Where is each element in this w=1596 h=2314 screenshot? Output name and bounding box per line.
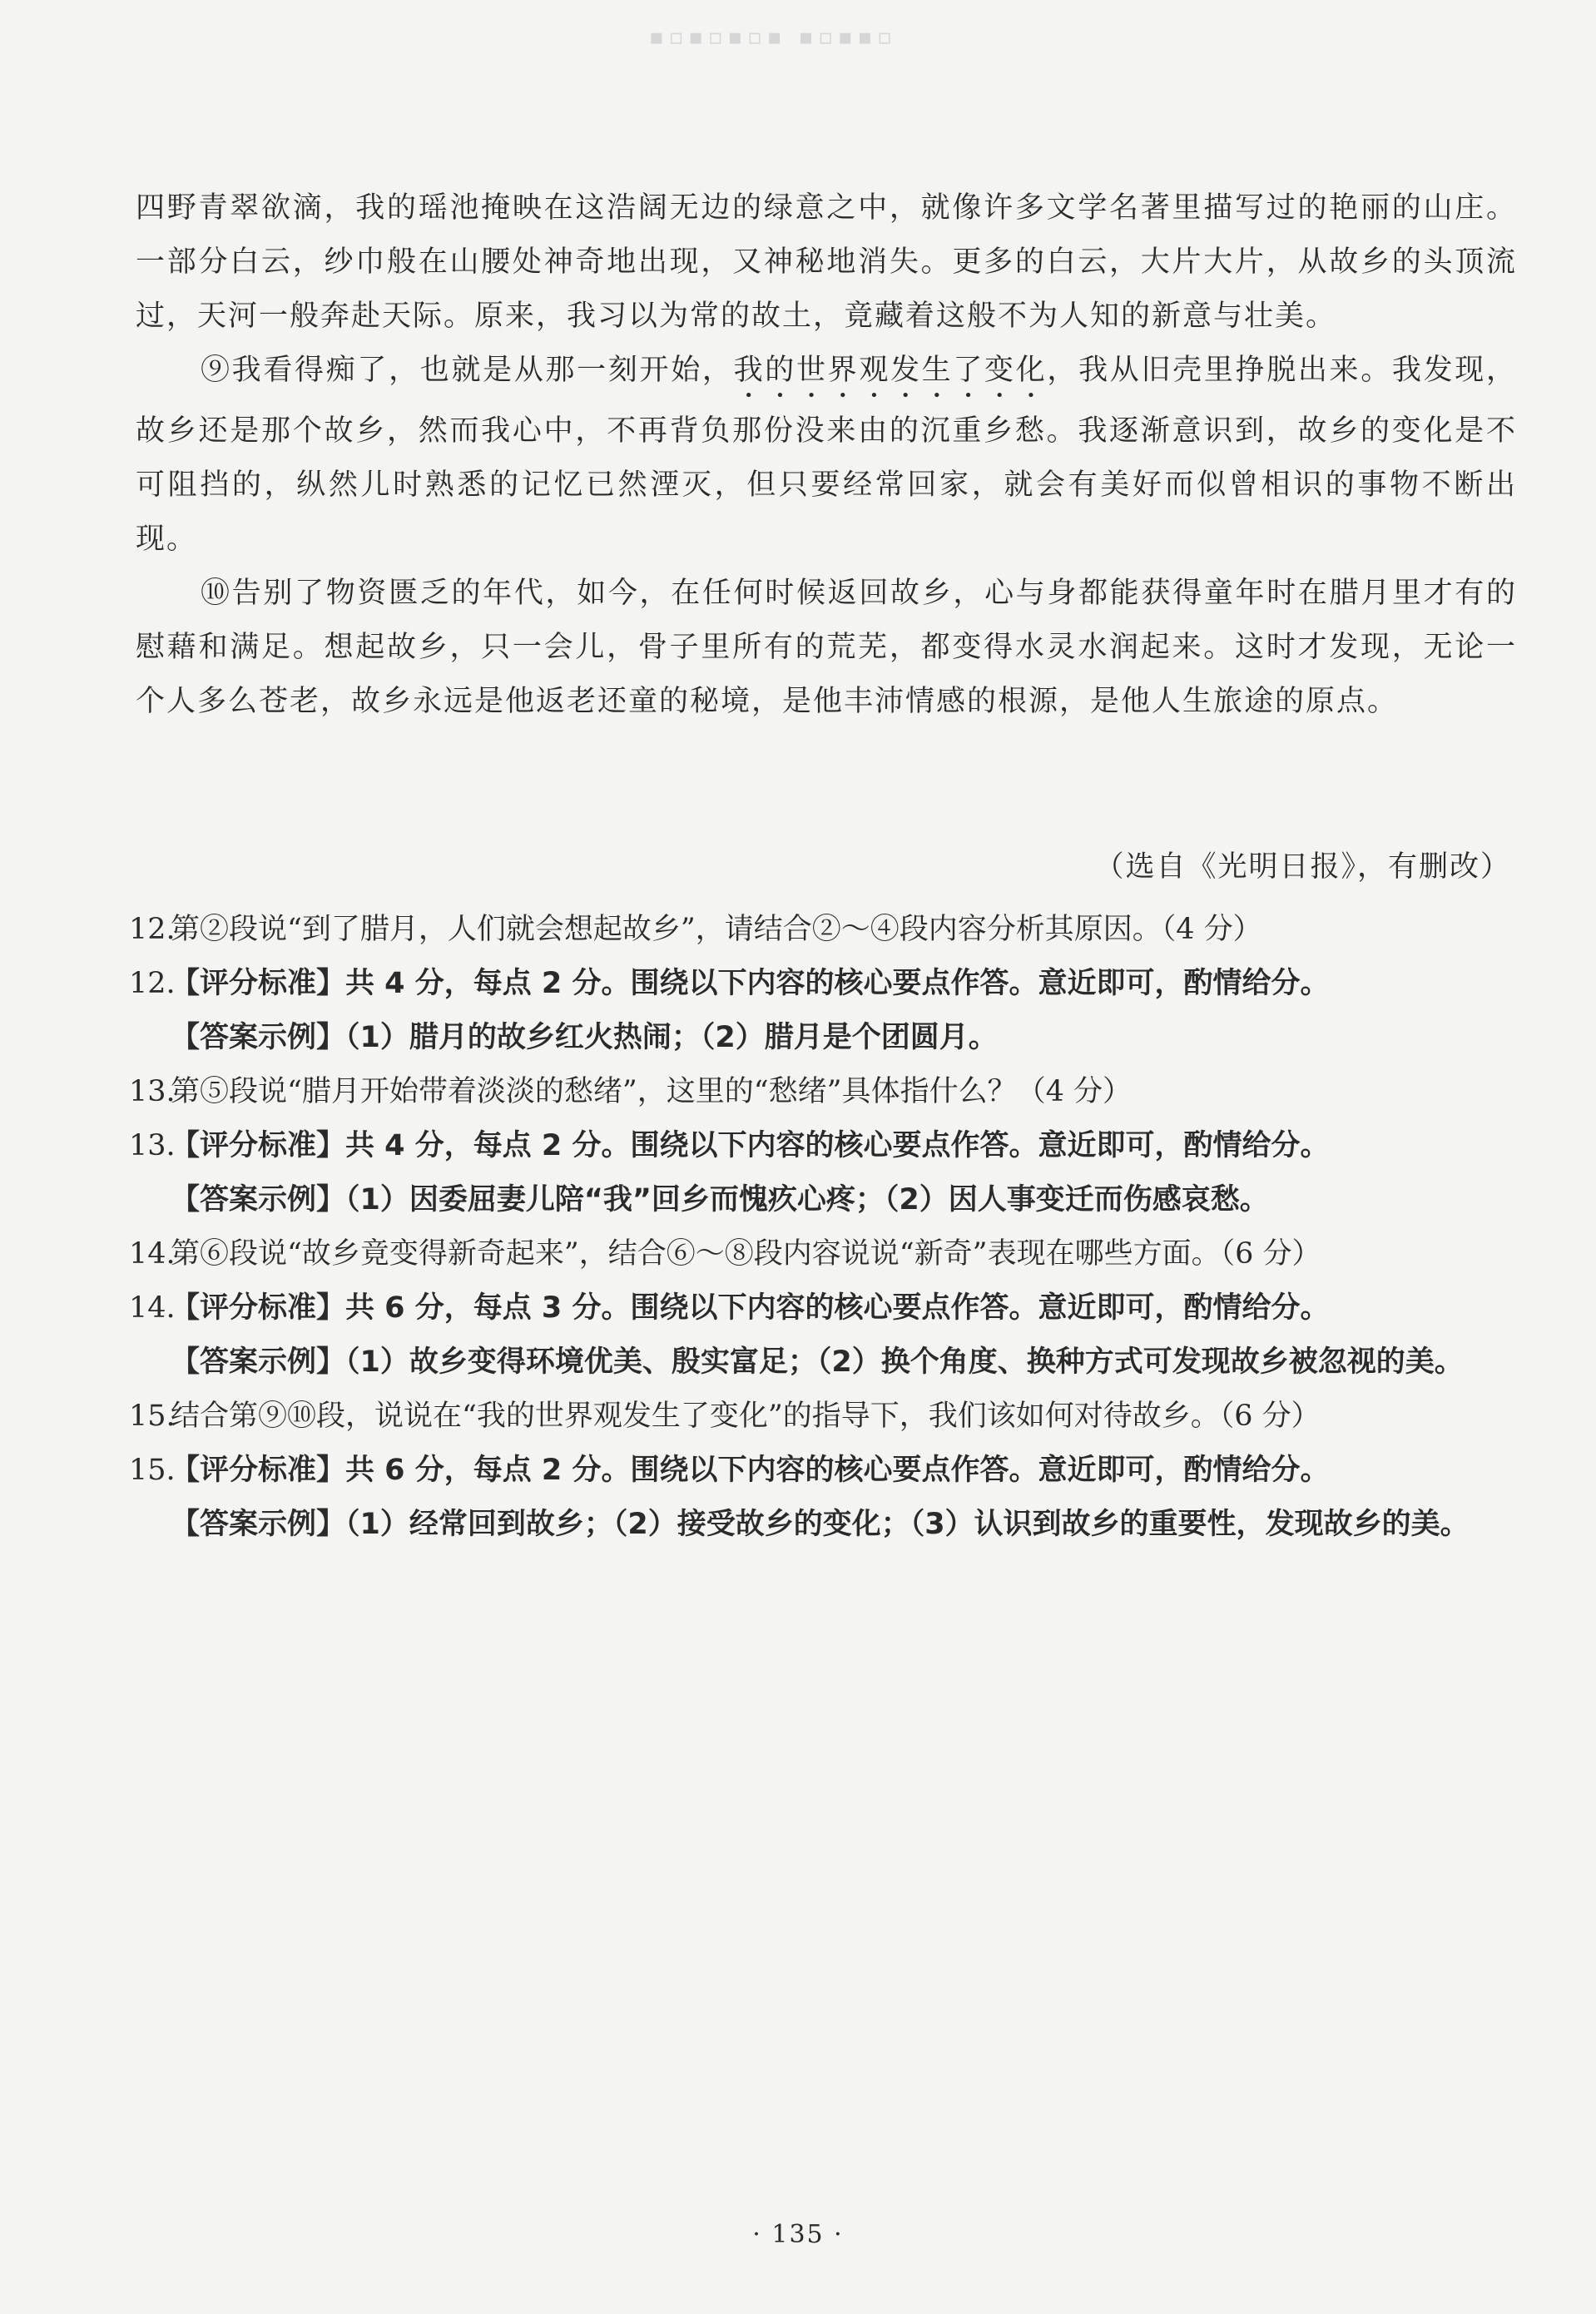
criteria-13-number: 13. [129,1129,176,1162]
question-15-number: 15. [129,1400,176,1433]
paragraph-9-part-2: ，我从旧壳里挣脱出来。我发现，故乡还是那个故乡，然而我心中，不再背负那份没来由的沉重乡愁。我逐渐意识到，故乡的变化是不可阻挡的，纵然儿时熟悉的记忆已然湮灭，但只要经常回家，就会有美好而似曾相识的事物不断出现。 [136,354,1517,556]
question-14-text: 第⑥段说“故乡竟变得新奇起来”，结合⑥～⑧段内容说说“新奇”表现在哪些方面。（6 分） [171,1237,1321,1271]
answer-13: 【答案示例】（1）因委屈妻儿陪“我”回乡而愧疚心疼；（2）因人事变迁而伤感哀愁。 [171,1183,1269,1216]
questions-and-answers [129,903,1527,1552]
criteria-13-text: 【评分标准】共 4 分，每点 2 分。围绕以下内容的核心要点作答。意近即可，酌情给分。 [171,1129,1330,1162]
faint-header-bleedthrough: ▪▫▪▫▪▫▪ ▪▫▪▪▫ [649,25,897,50]
criteria-15-number: 15. [129,1454,176,1487]
criteria-14-text: 【评分标准】共 6 分，每点 3 分。围绕以下内容的核心要点作答。意近即可，酌情给分。 [171,1291,1330,1325]
paragraph-9-part-1: ⑨我看得痴了，也就是从那一刻开始， [201,354,734,387]
answer-12: 【答案示例】（1）腊月的故乡红火热闹；（2）腊月是个团圆月。 [171,1021,998,1054]
essay-text [136,181,1517,729]
question-13-text: 第⑤段说“腊月开始带着淡淡的愁绪”，这里的“愁绪”具体指什么？（4 分） [171,1075,1132,1108]
criteria-12 [129,957,1527,1011]
question-14 [129,1227,1527,1281]
criteria-14 [129,1281,1527,1335]
question-14-number: 14. [129,1237,176,1271]
answer-15: 【答案示例】（1）经常回到故乡；（2）接受故乡的变化；（3）认识到故乡的重要性，发现故乡的美。 [171,1508,1470,1541]
criteria-13 [129,1119,1527,1173]
criteria-15 [129,1444,1527,1498]
paragraph-9-emphasized-phrase: 我的世界观发生了变化 [733,354,1048,387]
question-12-number: 12. [129,913,176,946]
essay-paragraph-8-continued: 四野青翠欲滴，我的瑶池掩映在这浩阔无边的绿意之中，就像许多文学名著里描写过的艳丽的山庄。一部分白云，纱巾般在山腰处神奇地出现，又神秘地消失。更多的白云，大片大片，从故乡的头顶流过，天河一般奔赴天际。原来，我习以为常的故土，竟藏着这般不为人知的新意与壮美。 [136,191,1517,333]
question-15-text: 结合第⑨⑩段，说说在“我的世界观发生了变化”的指导下，我们该如何对待故乡。（6 分） [171,1400,1321,1433]
criteria-15-text: 【评分标准】共 6 分，每点 2 分。围绕以下内容的核心要点作答。意近即可，酌情给分。 [171,1454,1330,1487]
source-citation: （选自《光明日报》，有删改） [1094,850,1511,884]
question-13-number: 13. [129,1075,176,1108]
question-15 [129,1390,1527,1444]
criteria-14-number: 14. [129,1291,176,1325]
question-13 [129,1065,1527,1119]
answer-14: 【答案示例】（1）故乡变得环境优美、殷实富足；（2）换个角度、换种方式可发现故乡被忽视的美。 [171,1345,1464,1379]
essay-paragraph-10: ⑩告别了物资匮乏的年代，如今，在任何时候返回故乡，心与身都能获得童年时在腊月里才有的慰藉和满足。想起故乡，只一会儿，骨子里所有的荒芜，都变得水灵水润起来。这时才发现，无论一个人多么苍老，故乡永远是他返老还童的秘境，是他丰沛情感的根源，是他人生旅途的原点。 [136,577,1517,718]
page-number: · 135 · [752,2220,844,2249]
question-12 [129,903,1527,957]
essay-paragraph-9 [136,344,1517,567]
criteria-12-number: 12. [129,967,176,1000]
question-12-text: 第②段说“到了腊月，人们就会想起故乡”，请结合②～④段内容分析其原因。（4 分） [171,913,1262,946]
criteria-12-text: 【评分标准】共 4 分，每点 2 分。围绕以下内容的核心要点作答。意近即可，酌情给分。 [171,967,1330,1000]
